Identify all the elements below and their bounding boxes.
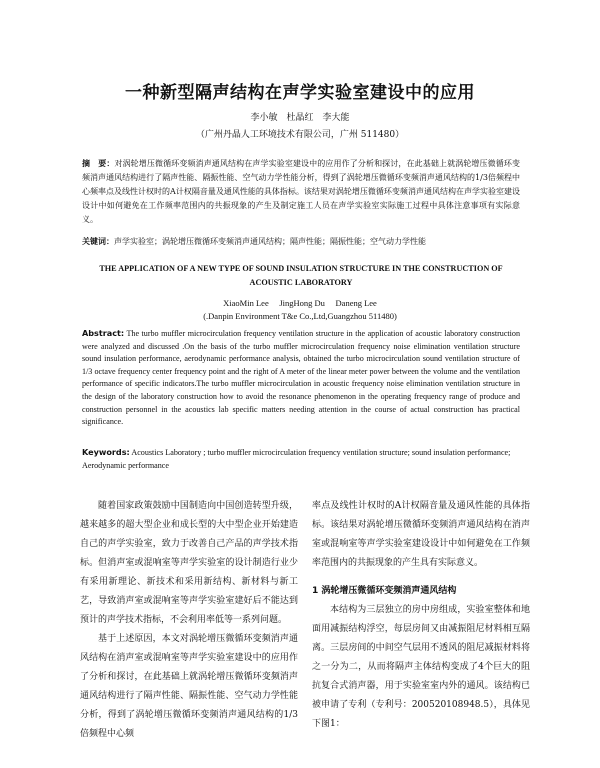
abstract-english-label: Abstract: — [82, 328, 125, 338]
affiliation-chinese: （广州丹晶人工环境技术有限公司，广州 511480） — [195, 130, 405, 140]
body-paragraph: 随着国家政策鼓励中国制造向中国创造转型升级，越来越多的超大型企业和成长型的大中型企业开始建造自己的声学实验室，致力于改善自己产品的声学技术指标。但消声室或混响室等声学实验室的设计制造行业少有采用新理论、新技术和采用新结构、新材料与新工艺，导致消声室或混响室等声学实验室建好后不能达到预计的声学技术指标，不会利用率低等一系列问题。 — [80, 501, 298, 625]
keywords-chinese — [82, 235, 520, 249]
authors-english: XiaoMin Lee JingHong Du Daneng Lee — [223, 298, 377, 308]
abstract-chinese-label: 摘 要： — [82, 159, 115, 168]
abstract-chinese — [82, 157, 520, 227]
abstract-english-text: The turbo muffler microcirculation frequency ventilation structure in the application of acoustic laboratory construction were analyzed and discussed .On the basis of the turbo muffler microcirculation frequency noise elimination ventilation structure sound insulation performance, aerodynamic performance analysis, obtained the turbo microcirculation sound ventilation structure of 1/3 octave frequency center frequency point and the right of A meter of the linear meter power between the volume and the ventilation performance of specific indicators.The turbo muffler microcirculation in acoustic frequency noise elimination ventilation structure in the design of the laboratory construction how to avoid the resonance phenomenon in the operating frequency range of produce and construction personnel in the acoustics lab specific matters needing attention in the course of actual construction has practical significance. — [82, 329, 520, 427]
body-column-right — [312, 497, 530, 734]
body-paragraph: 基于上述原因，本文对涡轮增压微循环变频消声通风结构在消声室或混响室等声学实验室建设中的应用作了分析和探讨，在此基础上就涡轮增压微循环变频消声通风结构进行了隔声性能、隔振性能、空气动力学性能分析，得到了涡轮增压微循环变频消声通风结构的1/3倍频程中心频 — [80, 634, 298, 739]
section-heading: 1 涡轮增压微循环变频消声通风结构 — [312, 586, 457, 596]
body-paragraph: 率点及线性计权时的A计权隔音量及通风性能的具体指标。该结果对涡轮增压微循环变频消声通风结构在消声室或混响室等声学实验室建设设计中如何避免在工作频率范围内的共振现象的产生具有实际意义。 — [312, 501, 530, 568]
paper-title-chinese: 一种新型隔声结构在声学实验室建设中的应用 — [125, 83, 475, 103]
affiliation-english: (.Danpin Environment T&e Co.,Ltd,Guangzhou 511480) — [203, 311, 397, 321]
keywords-english-text: Acoustics Laboratory ; turbo muffler microcirculation frequency ventilation structure; sound insulation performance; Aerodynamic performance — [82, 448, 511, 470]
body-paragraph: 本结构为三层独立的房中房组成，实验室整体和地面用减振结构浮空，每层房间又由减振阻尼材料相互隔离。三层房间的中间空气层用不透风的阻尼减振材料将之一分为二，从而将隔声主体结构变成了4个巨大的阻抗复合式消声器，用于实验室室内外的通风。该结构已被申请了专利（专利号：200520108948.5），具体见下图1： — [312, 605, 530, 729]
keywords-chinese-text: 声学实验室；涡轮增压微循环变频消声通风结构；隔声性能；隔振性能；空气动力学性能 — [114, 237, 426, 246]
body-column-left — [80, 497, 298, 744]
abstract-chinese-text: 对涡轮增压微循环变频消声通风结构在声学实验室建设中的应用作了分析和探讨，在此基础上就涡轮增压微循环变频消声通风结构进行了隔声性能、隔振性能、空气动力学性能分析，得到了涡轮增压微循环变频消声通风结构的1/3倍频程中心频率点及线性计权时的A计权隔音量及通风性能的具体指标。该结果对涡轮增压微循环变频消声通风结构在声学实验室建设设计中如何避免在工作频率范围内的共振现象的产生及制定施工人员在声学实验室实际施工过程中具体注意事项有实际意义。 — [82, 159, 520, 224]
keywords-chinese-label: 关键词： — [82, 237, 114, 246]
keywords-english-label: Keywords: — [82, 447, 130, 457]
keywords-english — [82, 446, 520, 472]
abstract-english — [82, 327, 520, 429]
paper-title-english: THE APPLICATION OF A NEW TYPE OF SOUND INSULATION STRUCTURE IN THE CONSTRUCTION OF ACOUSTIC LABORATORY — [99, 264, 503, 287]
authors-chinese: 李小敏 杜晶红 李大能 — [250, 113, 350, 123]
